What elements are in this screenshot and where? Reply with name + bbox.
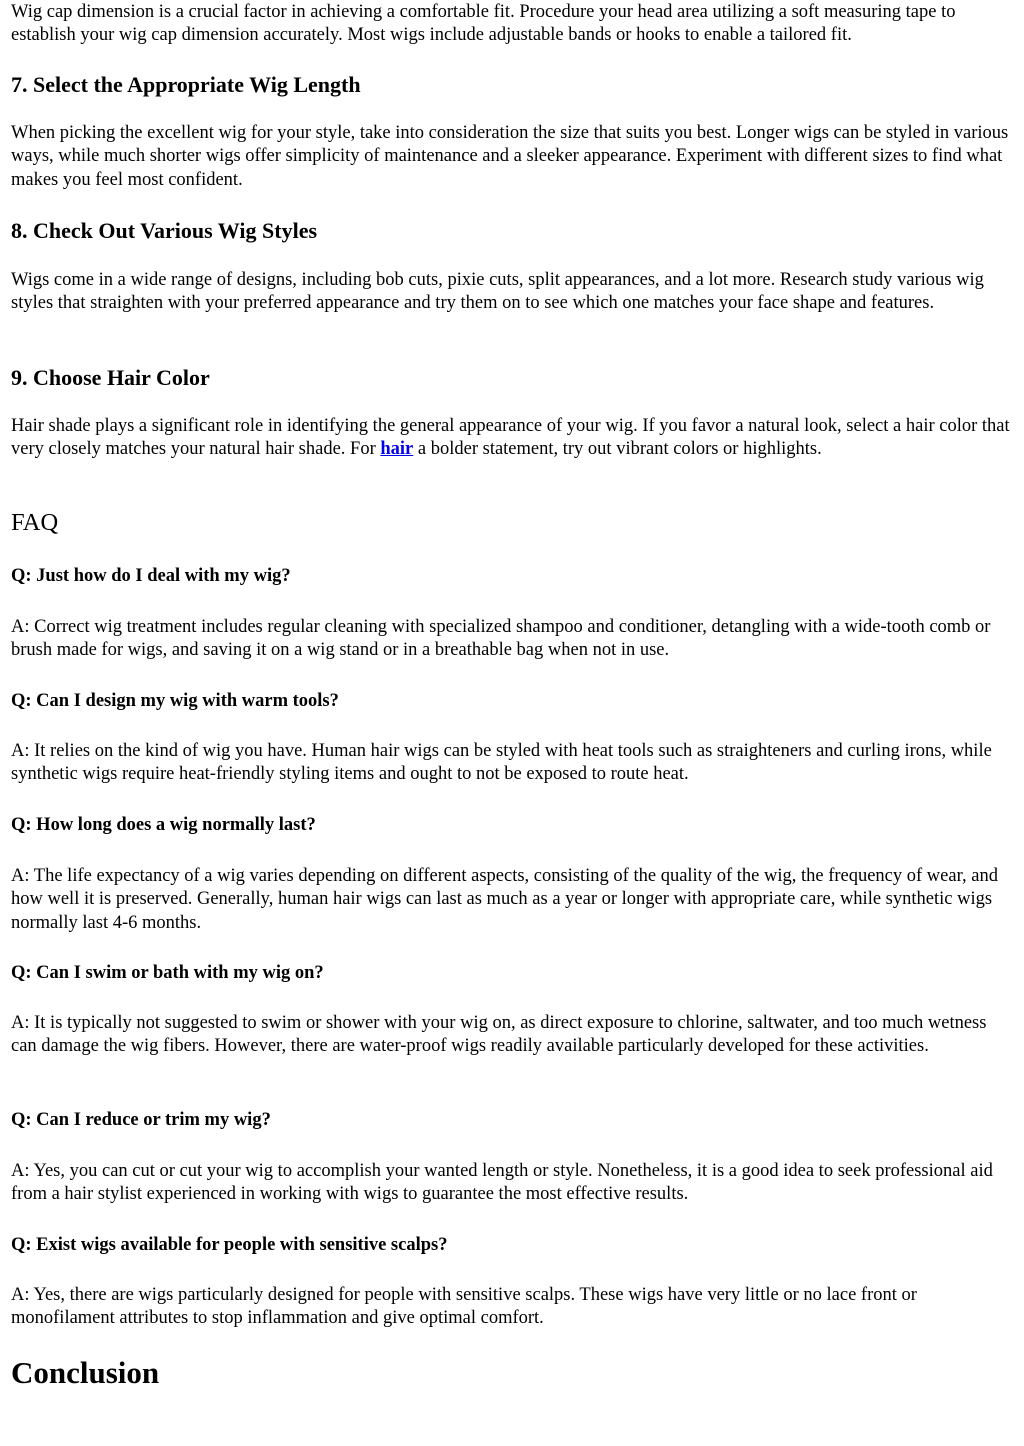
section-heading-wig-styles: 8. Check Out Various Wig Styles	[11, 218, 318, 243]
section-body-wig-length: When picking the excellent wig for your style, take into consideration the size that suits you best. Longer wigs can be styled in various ways, while much shorter wigs offer simplicity of maintenance and a sleeker appearance. Experiment with different sizes to find what makes you feel most confident.	[11, 123, 1009, 190]
faq-question: Q: Can I reduce or trim my wig?	[11, 1110, 271, 1130]
section-heading-hair-color: 9. Choose Hair Color	[11, 365, 210, 390]
section-body-hair-color	[11, 415, 1011, 462]
section-heading-wig-length: 7. Select the Appropriate Wig Length	[11, 72, 361, 97]
faq-answer: A: It relies on the kind of wig you have. Human hair wigs can be styled with heat tools such as straighteners and curling irons, while synthetic wigs require heat-friendly styling items and ought to not be exposed to route heat.	[11, 741, 992, 785]
faq-question: Q: Can I swim or bath with my wig on?	[11, 963, 324, 983]
faq-heading: FAQ	[11, 509, 59, 536]
faq-answer: A: Correct wig treatment includes regular cleaning with specialized shampoo and conditioner, detangling with a wide-tooth comb or brush made for wigs, and saving it on a wig stand or in a breathable bag when not in use.	[11, 617, 991, 661]
faq-answer: A: Yes, you can cut or cut your wig to accomplish your wanted length or style. Nonetheless, it is a good idea to seek professional aid from a hair stylist experienced in working with wigs to guarantee the most effective results.	[11, 1161, 993, 1205]
hair-color-text-before: Hair shade plays a significant role in identifying the general appearance of your wig. If you favor a natural look, select a hair color that very closely matches your natural hair shade. For	[11, 416, 1010, 460]
faq-answer: A: Yes, there are wigs particularly designed for people with sensitive scalps. These wigs have very little or no lace front or monofilament attributes to stop inflammation and give optimal comfort.	[11, 1285, 917, 1329]
faq-question: Q: Just how do I deal with my wig?	[11, 566, 291, 586]
intro-paragraph: Wig cap dimension is a crucial factor in achieving a comfortable fit. Procedure your head area utilizing a soft measuring tape to establish your wig cap dimension accurately. Most wigs include adjustable bands or hooks to enable a tailored fit.	[11, 2, 956, 46]
section-body-wig-styles: Wigs come in a wide range of designs, including bob cuts, pixie cuts, split appearances, and a lot more. Research study various wig styles that straighten with your preferred appearance and try them on to see which one matches your face shape and features.	[11, 270, 984, 314]
conclusion-heading: Conclusion	[11, 1355, 160, 1390]
hair-link[interactable]: hair	[380, 439, 414, 460]
faq-answer: A: It is typically not suggested to swim or shower with your wig on, as direct exposure to chlorine, saltwater, and too much wetness can damage the wig fibers. However, there are water-proof wigs readily available particularly developed for these activities.	[11, 1013, 987, 1057]
faq-answer: A: The life expectancy of a wig varies depending on different aspects, consisting of the quality of the wig, the frequency of wear, and how well it is preserved. Generally, human hair wigs can last as much as a year or longer with appropriate care, while synthetic wigs normally last 4-6 months.	[11, 866, 998, 933]
faq-question: Q: Exist wigs available for people with sensitive scalps?	[11, 1235, 448, 1255]
faq-question: Q: Can I design my wig with warm tools?	[11, 691, 339, 711]
faq-question: Q: How long does a wig normally last?	[11, 815, 316, 835]
hair-color-text-after: a bolder statement, try out vibrant colors or highlights.	[413, 439, 822, 460]
